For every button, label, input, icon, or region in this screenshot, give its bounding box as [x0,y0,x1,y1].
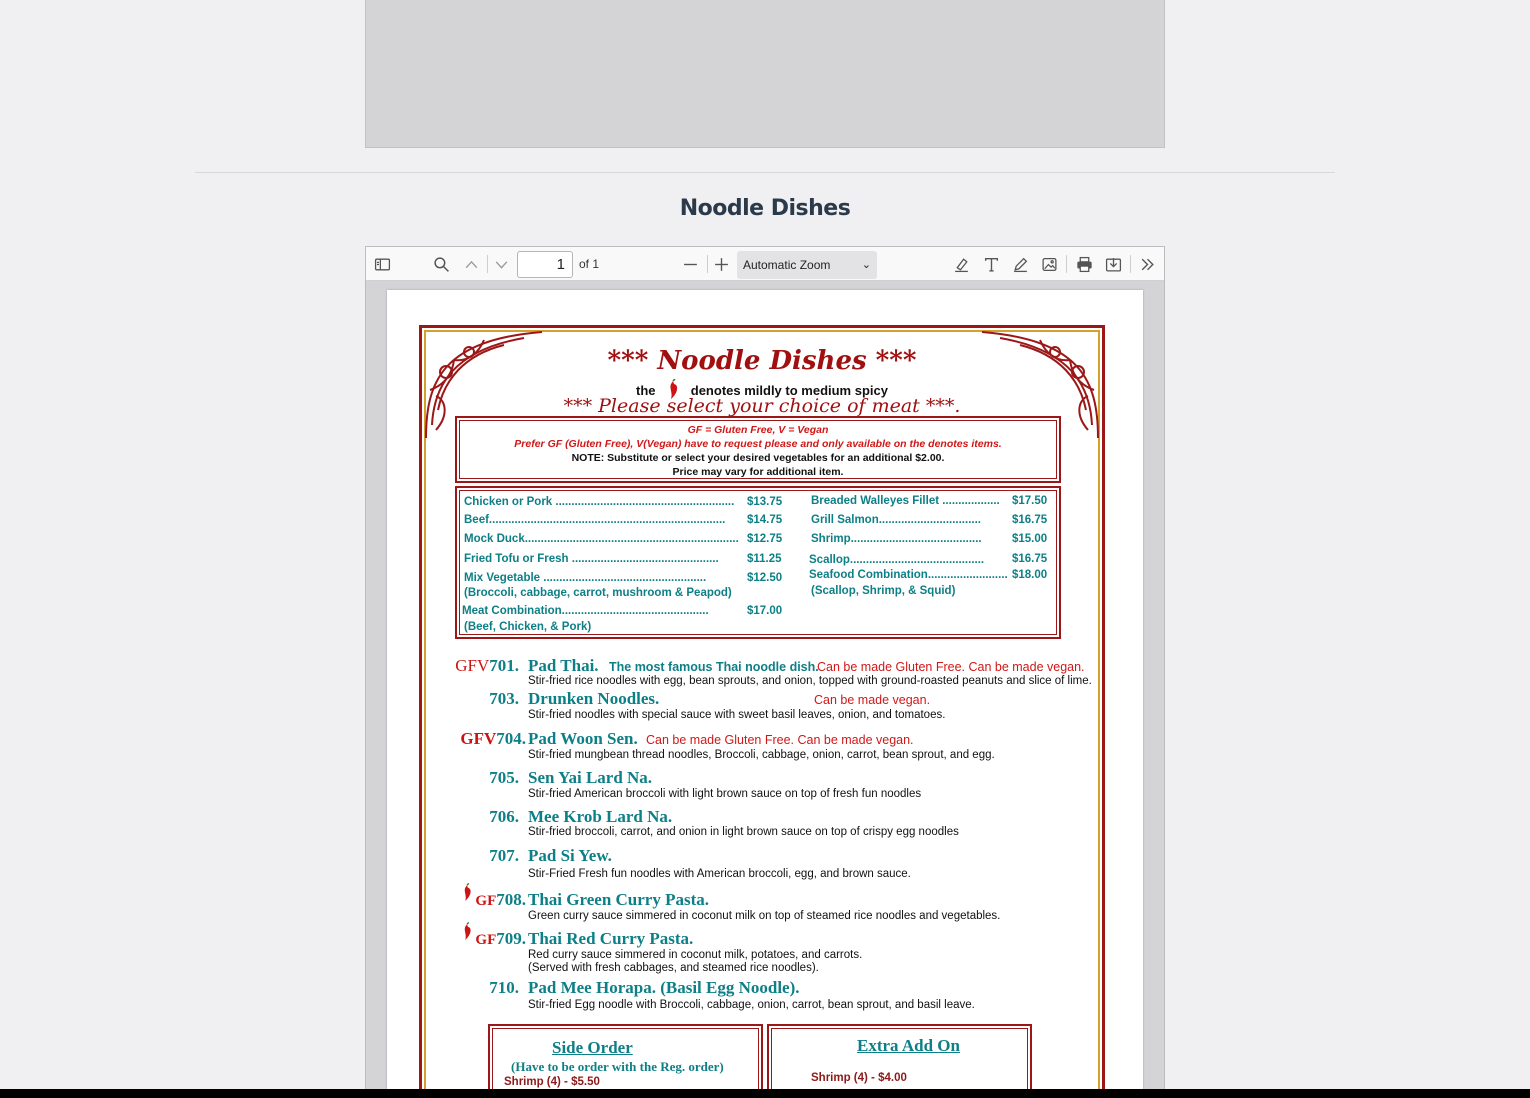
dish-name: Thai Green Curry Pasta. [528,890,710,909]
dish-name: Thai Red Curry Pasta. [528,929,694,948]
dish-description: Green curry sauce simmered in coconut milk on top of steamed rice noodles and vegetables. [528,910,1001,922]
meat-name: Meat Combination.............................................. [462,605,709,617]
dish-name: Pad Si Yew. [528,846,612,865]
choose-meat-line: *** Please select your choice of meat ***. [563,395,961,417]
toolbar-separator [487,255,488,273]
dish-number: 705. [489,768,519,787]
dish-name: Pad Mee Horapa. (Basil Egg Noodle). [528,978,800,997]
toolbar-separator [1066,255,1067,273]
dish-name: Drunken Noodles. [528,689,660,708]
dish-code [422,656,519,676]
dish-number: 709. [496,929,526,948]
dish-description: Stir-fried noodles with special sauce with sweet basil leaves, onion, and tomatoes. [528,709,946,721]
next-page-icon[interactable] [489,253,513,275]
meat-price: $12.50 [747,572,783,584]
meat-name: Mix Vegetable ................................................... [464,572,707,584]
draw-icon[interactable] [1008,253,1032,275]
toolbar-separator [1130,255,1131,273]
meat-price: $18.00 [1012,569,1048,581]
dish-description: Stir-fried mungbean thread noodles, Broccoli, cabbage, onion, carrot, bean sprout, and egg. [528,749,995,761]
meat-price: $16.75 [1012,514,1048,526]
dish-name: Sen Yai Lard Na. [528,768,653,787]
dish-code [422,846,519,866]
image-icon[interactable] [1037,253,1061,275]
meat-note: (Broccoli, cabbage, carrot, mushroom & Peapod) [464,587,732,599]
notice-line: NOTE: Substitute or select your desired vegetables for an additional $2.00. [571,452,945,464]
dish-name: Pad Woon Sen. [528,729,638,748]
dish-tagline: The most famous Thai noodle dish. [609,660,819,674]
chevron-down-icon: ⌄ [861,259,871,271]
pdf-toolbar [366,247,1164,281]
side-order-item: Shrimp (4) - $5.50 [504,1076,600,1088]
dish-code [422,689,519,709]
dish-code [422,978,519,998]
meat-note: (Beef, Chicken, & Pork) [464,621,592,633]
tools-menu-icon[interactable] [1135,253,1159,275]
dish-prefix: GFV [460,729,497,748]
meat-name: Breaded Walleyes Fillet .................. [811,495,1000,507]
save-icon[interactable] [1101,253,1125,275]
side-order-subtitle: (Have to be order with the Reg. order) [511,1059,724,1074]
meat-price: $13.75 [747,496,783,508]
dish-note: Can be made vegan. [814,693,931,707]
taskbar [0,1089,1530,1098]
text-tool-icon[interactable] [979,253,1003,275]
dish-number: 707. [489,846,519,865]
pdf-page [387,290,1143,1098]
notice-line: GF = Gluten Free, V = Vegan [687,424,829,436]
extra-add-on-item: Shrimp (4) - $4.00 [811,1072,907,1084]
dish-prefix: GF [475,893,497,909]
pdf-viewer[interactable] [365,246,1165,1098]
meat-price: $17.50 [1012,495,1048,507]
meat-name: Shrimp......................................... [811,533,982,545]
extra-add-on-title: Extra Add On [857,1036,960,1055]
meat-price: $16.75 [1012,553,1048,565]
zoom-select[interactable] [737,251,877,279]
dish-description: Stir-Fried Fresh fun noodles with American broccoli, egg, and brown sauce. [528,868,911,880]
spicy-note-before: the [636,383,656,398]
side-order-title: Side Order [552,1038,633,1057]
dish-note: Can be made Gluten Free. Can be made vegan. [646,733,914,747]
section-divider [195,172,1335,173]
dish-name: Mee Krob Lard Na. [528,807,673,826]
meat-price: $14.75 [747,514,783,526]
menu-frame [419,325,1105,1098]
dish-description: Stir-fried rice noodles with egg, bean sprouts, and onion, topped with ground-roasted peanuts and slice of lime. [528,675,1092,687]
dish-code [422,929,526,949]
meat-name: Fried Tofu or Fresh .............................................. [464,553,719,565]
dish-code [422,890,526,910]
dish-description: Stir-fried Egg noodle with Broccoli, cabbage, onion, carrot, bean sprout, and basil leave. [528,999,975,1011]
meat-name: Grill Salmon................................ [811,514,981,526]
dish-number: 706. [489,807,519,826]
meat-price: $11.25 [747,553,782,565]
notice-box [455,416,1061,483]
page-count-label: of 1 [579,257,600,271]
meat-name: Mock Duck................................................................... [464,533,739,545]
dish-code [422,729,526,749]
meat-note: (Scallop, Shrimp, & Squid) [811,585,956,597]
dish-note: Can be made Gluten Free. Can be made vegan. [817,660,1085,674]
zoom-select-value: Automatic Zoom [743,258,831,272]
dish-number: 710. [489,978,519,997]
side-order-box [488,1024,763,1098]
dish-number: 701. [489,656,519,675]
spicy-note-after: denotes mildly to medium spicy [690,383,888,398]
meat-name: Beef.......................................................................... [464,514,726,526]
previous-pdf-viewer[interactable] [365,0,1165,148]
print-icon[interactable] [1072,253,1096,275]
meat-name: Scallop.......................................... [809,554,985,566]
dish-number: 703. [489,689,519,708]
notice-line: Price may vary for additional item. [672,466,844,478]
highlight-icon[interactable] [949,253,973,275]
notice-line: Prefer GF (Gluten Free), V(Vegan) have to request please and only available on the denotes items. [514,438,1002,450]
dish-number: 704. [496,729,526,748]
page-number-input[interactable]: 1 [517,251,573,278]
meat-price: $17.00 [747,605,783,617]
dish-description: Stir-fried broccoli, carrot, and onion in light brown sauce on top of crispy egg noodles [528,826,959,838]
dish-code [422,768,519,788]
search-icon[interactable] [429,253,453,275]
dish-description: (Served with fresh cabbages, and steamed rice noodles). [528,962,819,974]
extra-add-on-box [767,1024,1032,1098]
dish-name: Pad Thai. [528,656,599,675]
meat-price-table [455,486,1061,639]
zoom-out-icon[interactable] [678,253,702,275]
dish-description: Red curry sauce simmered in coconut milk, potatoes, and carrots. [528,949,863,961]
dish-code [422,807,519,827]
dish-prefix: GFV [455,656,490,675]
previous-page-icon[interactable] [459,253,483,275]
section-title: Noodle Dishes [679,196,851,221]
dish-prefix: GF [475,932,497,948]
meat-price: $15.00 [1012,533,1048,545]
dish-number: 708. [496,890,526,909]
sidebar-toggle-icon[interactable] [370,253,394,275]
meat-name: Chicken or Pork ........................................................ [464,496,735,508]
meat-name: Seafood Combination......................... [809,569,1008,581]
meat-price: $12.75 [747,533,783,545]
toolbar-separator [707,255,708,273]
zoom-in-icon[interactable] [709,253,733,275]
dish-description: Stir-fried American broccoli with light brown sauce on top of fresh fun noodles [528,788,922,800]
menu-title: *** Noodle Dishes *** [607,346,917,376]
